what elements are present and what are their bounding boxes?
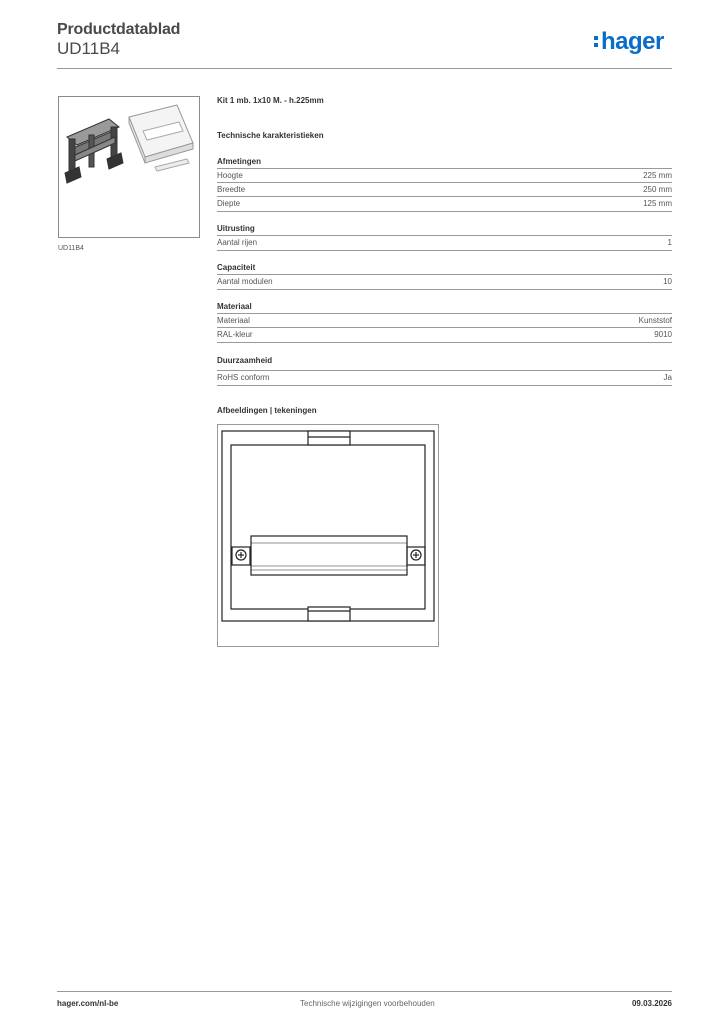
spec-row bbox=[217, 182, 672, 197]
hager-logo[interactable] bbox=[594, 30, 664, 54]
section-heading-duurzaamheid: Duurzaamheid bbox=[217, 356, 273, 365]
spec-label: RoHS conform bbox=[217, 373, 270, 382]
logo-text: hager bbox=[601, 28, 664, 55]
section-heading-capaciteit: Capaciteit bbox=[217, 263, 256, 272]
spec-value: 9010 bbox=[654, 330, 672, 339]
drawings-heading: Afbeeldingen | tekeningen bbox=[217, 406, 317, 415]
spec-row bbox=[217, 370, 672, 386]
spec-value: 10 bbox=[663, 277, 672, 286]
spec-label: Aantal rijen bbox=[217, 238, 258, 247]
footer-divider bbox=[57, 991, 672, 992]
spec-label: Breedte bbox=[217, 185, 246, 194]
kit-title: Kit 1 mb. 1x10 M. - h.225mm bbox=[217, 96, 324, 105]
footer-notice: Technische wijzigingen voorbehouden bbox=[300, 999, 435, 1008]
spec-row bbox=[217, 196, 672, 212]
header-divider bbox=[57, 68, 672, 69]
section-heading-materiaal: Materiaal bbox=[217, 302, 252, 311]
spec-row bbox=[217, 274, 672, 290]
spec-row bbox=[217, 235, 672, 251]
product-image-caption: UD11B4 bbox=[58, 245, 84, 252]
spec-label: Diepte bbox=[217, 199, 241, 208]
product-code: UD11B4 bbox=[57, 39, 120, 58]
technical-drawing bbox=[217, 424, 439, 647]
section-heading-uitrusting: Uitrusting bbox=[217, 224, 255, 233]
spec-row bbox=[217, 327, 672, 343]
footer-website-link[interactable]: hager.com/nl-be bbox=[57, 999, 119, 1008]
enclosure-drawing-icon bbox=[218, 425, 438, 646]
section-heading-afmetingen: Afmetingen bbox=[217, 157, 261, 166]
spec-label: Hoogte bbox=[217, 171, 243, 180]
spec-label: Aantal modulen bbox=[217, 277, 273, 286]
product-image bbox=[58, 96, 200, 238]
spec-value: 250 mm bbox=[643, 185, 672, 194]
spec-row bbox=[217, 313, 672, 328]
spec-label: RAL-kleur bbox=[217, 330, 253, 339]
spec-value: Kunststof bbox=[638, 316, 672, 325]
spec-value: 125 mm bbox=[643, 199, 672, 208]
logo-dots-icon bbox=[594, 36, 599, 47]
spec-value: 1 bbox=[667, 238, 672, 247]
spec-label: Materiaal bbox=[217, 316, 250, 325]
spec-value: 225 mm bbox=[643, 171, 672, 180]
product-photo-icon bbox=[59, 97, 199, 237]
spec-value: Ja bbox=[663, 373, 672, 382]
footer-date: 09.03.2026 bbox=[631, 999, 672, 1008]
spec-row bbox=[217, 168, 672, 183]
page-title: Productdatablad bbox=[57, 21, 181, 38]
tech-heading: Technische karakteristieken bbox=[217, 131, 324, 140]
